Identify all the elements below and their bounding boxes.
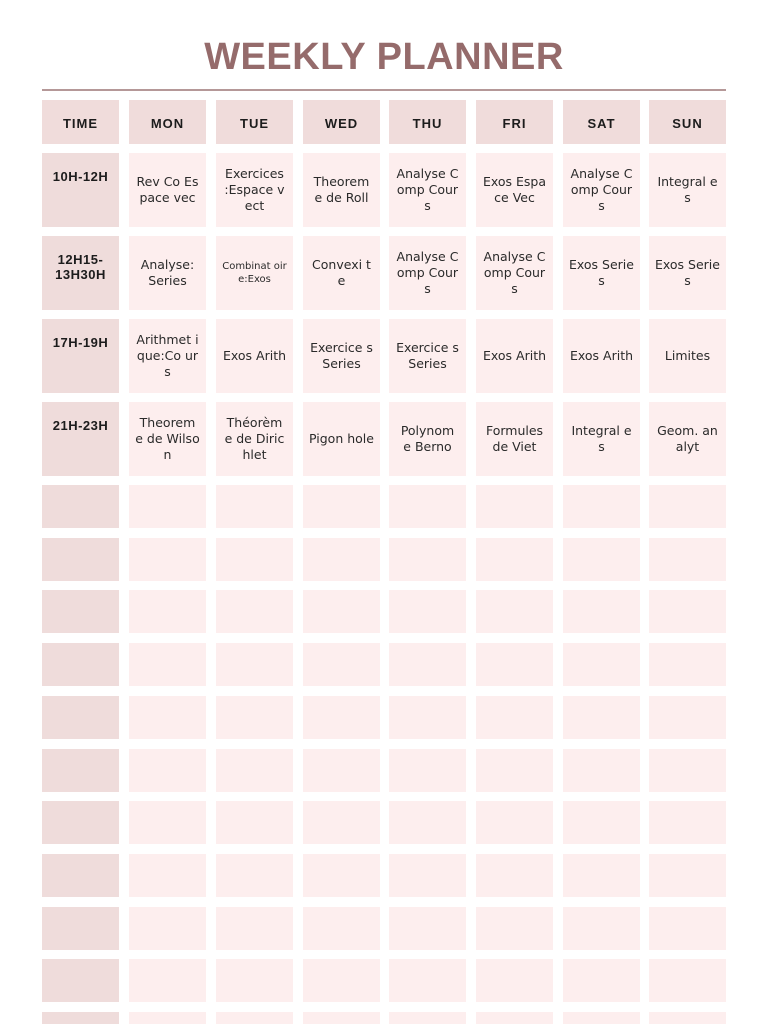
empty-planner-cell[interactable]	[563, 1012, 640, 1024]
empty-planner-cell[interactable]	[476, 590, 553, 633]
empty-planner-cell[interactable]	[303, 538, 380, 581]
empty-planner-cell[interactable]	[649, 538, 726, 581]
planner-entry-mon[interactable]: Rev Co Espace vec	[129, 153, 206, 227]
empty-planner-cell[interactable]	[476, 959, 553, 1002]
planner-entry-thu[interactable]: Analyse Comp Cours	[389, 236, 466, 310]
planner-entry-tue[interactable]: Exercices :Espace vect	[216, 153, 293, 227]
empty-planner-cell[interactable]	[563, 907, 640, 950]
planner-entry-sat[interactable]: Analyse Comp Cours	[563, 153, 640, 227]
planner-entry-tue[interactable]: Combinat oire:Exos	[216, 236, 293, 310]
empty-planner-cell[interactable]	[303, 696, 380, 739]
empty-planner-cell[interactable]	[476, 907, 553, 950]
empty-planner-cell[interactable]	[649, 1012, 726, 1024]
empty-planner-cell[interactable]	[216, 485, 293, 528]
planner-entry-sun[interactable]: Geom. analyt	[649, 402, 726, 476]
empty-planner-cell[interactable]	[129, 959, 206, 1002]
planner-entry-sat[interactable]: Integral es	[563, 402, 640, 476]
empty-planner-cell[interactable]	[563, 485, 640, 528]
planner-entry-sun[interactable]: Limites	[649, 319, 726, 393]
empty-planner-cell[interactable]	[563, 590, 640, 633]
empty-planner-cell[interactable]	[129, 485, 206, 528]
time-slot: 12H15-13H30H	[42, 236, 119, 310]
empty-planner-cell[interactable]	[476, 749, 553, 792]
empty-planner-cell[interactable]	[389, 959, 466, 1002]
empty-time-slot[interactable]	[42, 590, 119, 633]
planner-entry-fri[interactable]: Formules de Viet	[476, 402, 553, 476]
empty-planner-cell[interactable]	[649, 907, 726, 950]
empty-planner-cell[interactable]	[129, 854, 206, 897]
empty-planner-cell[interactable]	[476, 485, 553, 528]
planner-entry-wed[interactable]: Convexi te	[303, 236, 380, 310]
empty-planner-cell[interactable]	[216, 590, 293, 633]
empty-planner-cell[interactable]	[129, 749, 206, 792]
empty-planner-cell[interactable]	[649, 590, 726, 633]
header-tue: TUE	[216, 100, 293, 144]
empty-time-slot[interactable]	[42, 907, 119, 950]
empty-planner-cell[interactable]	[563, 696, 640, 739]
empty-planner-cell[interactable]	[216, 749, 293, 792]
planner-entry-sun[interactable]: Integral es	[649, 153, 726, 227]
header-fri: FRI	[476, 100, 553, 144]
header-time: TIME	[42, 100, 119, 144]
empty-planner-cell[interactable]	[216, 1012, 293, 1024]
empty-planner-cell[interactable]	[129, 696, 206, 739]
empty-planner-cell[interactable]	[303, 801, 380, 844]
empty-planner-cell[interactable]	[129, 590, 206, 633]
empty-planner-cell[interactable]	[649, 643, 726, 686]
empty-planner-cell[interactable]	[563, 749, 640, 792]
planner-entry-mon[interactable]: Arithmet ique:Co urs	[129, 319, 206, 393]
planner-entry-tue[interactable]: Exos Arith	[216, 319, 293, 393]
empty-planner-cell[interactable]	[389, 643, 466, 686]
empty-planner-cell[interactable]	[216, 643, 293, 686]
empty-planner-cell[interactable]	[216, 696, 293, 739]
empty-planner-cell[interactable]	[476, 854, 553, 897]
empty-planner-cell[interactable]	[389, 801, 466, 844]
empty-planner-cell[interactable]	[303, 959, 380, 1002]
empty-planner-cell[interactable]	[389, 696, 466, 739]
empty-planner-cell[interactable]	[389, 485, 466, 528]
planner-entry-thu[interactable]: Analyse Comp Cours	[389, 153, 466, 227]
empty-planner-cell[interactable]	[389, 1012, 466, 1024]
planner-entry-wed[interactable]: Pigon hole	[303, 402, 380, 476]
empty-planner-cell[interactable]	[303, 643, 380, 686]
planner-entry-fri[interactable]: Exos Espace Vec	[476, 153, 553, 227]
planner-grid	[42, 0, 726, 1024]
empty-planner-cell[interactable]	[389, 538, 466, 581]
empty-planner-cell[interactable]	[476, 643, 553, 686]
time-slot: 10H-12H	[42, 153, 119, 227]
header-thu: THU	[389, 100, 466, 144]
empty-planner-cell[interactable]	[303, 1012, 380, 1024]
empty-time-slot[interactable]	[42, 749, 119, 792]
empty-planner-cell[interactable]	[129, 538, 206, 581]
empty-planner-cell[interactable]	[216, 854, 293, 897]
empty-time-slot[interactable]	[42, 801, 119, 844]
empty-planner-cell[interactable]	[649, 854, 726, 897]
header-sun: SUN	[649, 100, 726, 144]
empty-planner-cell[interactable]	[129, 1012, 206, 1024]
empty-planner-cell[interactable]	[303, 590, 380, 633]
planner-entry-sat[interactable]: Exos Series	[563, 236, 640, 310]
planner-entry-thu[interactable]: Exercice s Series	[389, 319, 466, 393]
empty-time-slot[interactable]	[42, 959, 119, 1002]
empty-time-slot[interactable]	[42, 485, 119, 528]
empty-planner-cell[interactable]	[303, 854, 380, 897]
empty-planner-cell[interactable]	[563, 854, 640, 897]
planner-entry-sun[interactable]: Exos Series	[649, 236, 726, 310]
empty-time-slot[interactable]	[42, 854, 119, 897]
empty-planner-cell[interactable]	[476, 538, 553, 581]
empty-time-slot[interactable]	[42, 1012, 119, 1024]
empty-planner-cell[interactable]	[216, 801, 293, 844]
planner-entry-mon[interactable]: Theorem e de Wilson	[129, 402, 206, 476]
empty-planner-cell[interactable]	[389, 907, 466, 950]
planner-entry-wed[interactable]: Exercice s Series	[303, 319, 380, 393]
header-sat: SAT	[563, 100, 640, 144]
planner-entry-fri[interactable]: Analyse Comp Cours	[476, 236, 553, 310]
planner-entry-thu[interactable]: Polynom e Berno	[389, 402, 466, 476]
empty-time-slot[interactable]	[42, 643, 119, 686]
empty-planner-cell[interactable]	[476, 1012, 553, 1024]
empty-planner-cell[interactable]	[389, 749, 466, 792]
empty-planner-cell[interactable]	[563, 643, 640, 686]
page-title: WEEKLY PLANNER	[204, 36, 564, 78]
planner-entry-fri[interactable]: Exos Arith	[476, 319, 553, 393]
header-mon: MON	[129, 100, 206, 144]
empty-planner-cell[interactable]	[303, 485, 380, 528]
empty-planner-cell[interactable]	[389, 854, 466, 897]
empty-planner-cell[interactable]	[303, 749, 380, 792]
empty-planner-cell[interactable]	[216, 538, 293, 581]
planner-entry-mon[interactable]: Analyse: Series	[129, 236, 206, 310]
planner-entry-tue[interactable]: Théorèm e de Dirichlet	[216, 402, 293, 476]
time-slot: 17H-19H	[42, 319, 119, 393]
header-wed: WED	[303, 100, 380, 144]
time-slot: 21H-23H	[42, 402, 119, 476]
planner-entry-wed[interactable]: Theorem e de Roll	[303, 153, 380, 227]
empty-planner-cell[interactable]	[649, 801, 726, 844]
empty-planner-cell[interactable]	[216, 959, 293, 1002]
empty-planner-cell[interactable]	[649, 485, 726, 528]
empty-planner-cell[interactable]	[129, 907, 206, 950]
empty-planner-cell[interactable]	[389, 590, 466, 633]
empty-planner-cell[interactable]	[129, 643, 206, 686]
empty-planner-cell[interactable]	[563, 801, 640, 844]
empty-planner-cell[interactable]	[216, 907, 293, 950]
empty-planner-cell[interactable]	[563, 959, 640, 1002]
empty-planner-cell[interactable]	[649, 749, 726, 792]
empty-planner-cell[interactable]	[476, 696, 553, 739]
empty-planner-cell[interactable]	[649, 959, 726, 1002]
empty-planner-cell[interactable]	[649, 696, 726, 739]
empty-time-slot[interactable]	[42, 538, 119, 581]
empty-planner-cell[interactable]	[476, 801, 553, 844]
empty-time-slot[interactable]	[42, 696, 119, 739]
planner-entry-sat[interactable]: Exos Arith	[563, 319, 640, 393]
empty-planner-cell[interactable]	[563, 538, 640, 581]
empty-planner-cell[interactable]	[129, 801, 206, 844]
empty-planner-cell[interactable]	[303, 907, 380, 950]
